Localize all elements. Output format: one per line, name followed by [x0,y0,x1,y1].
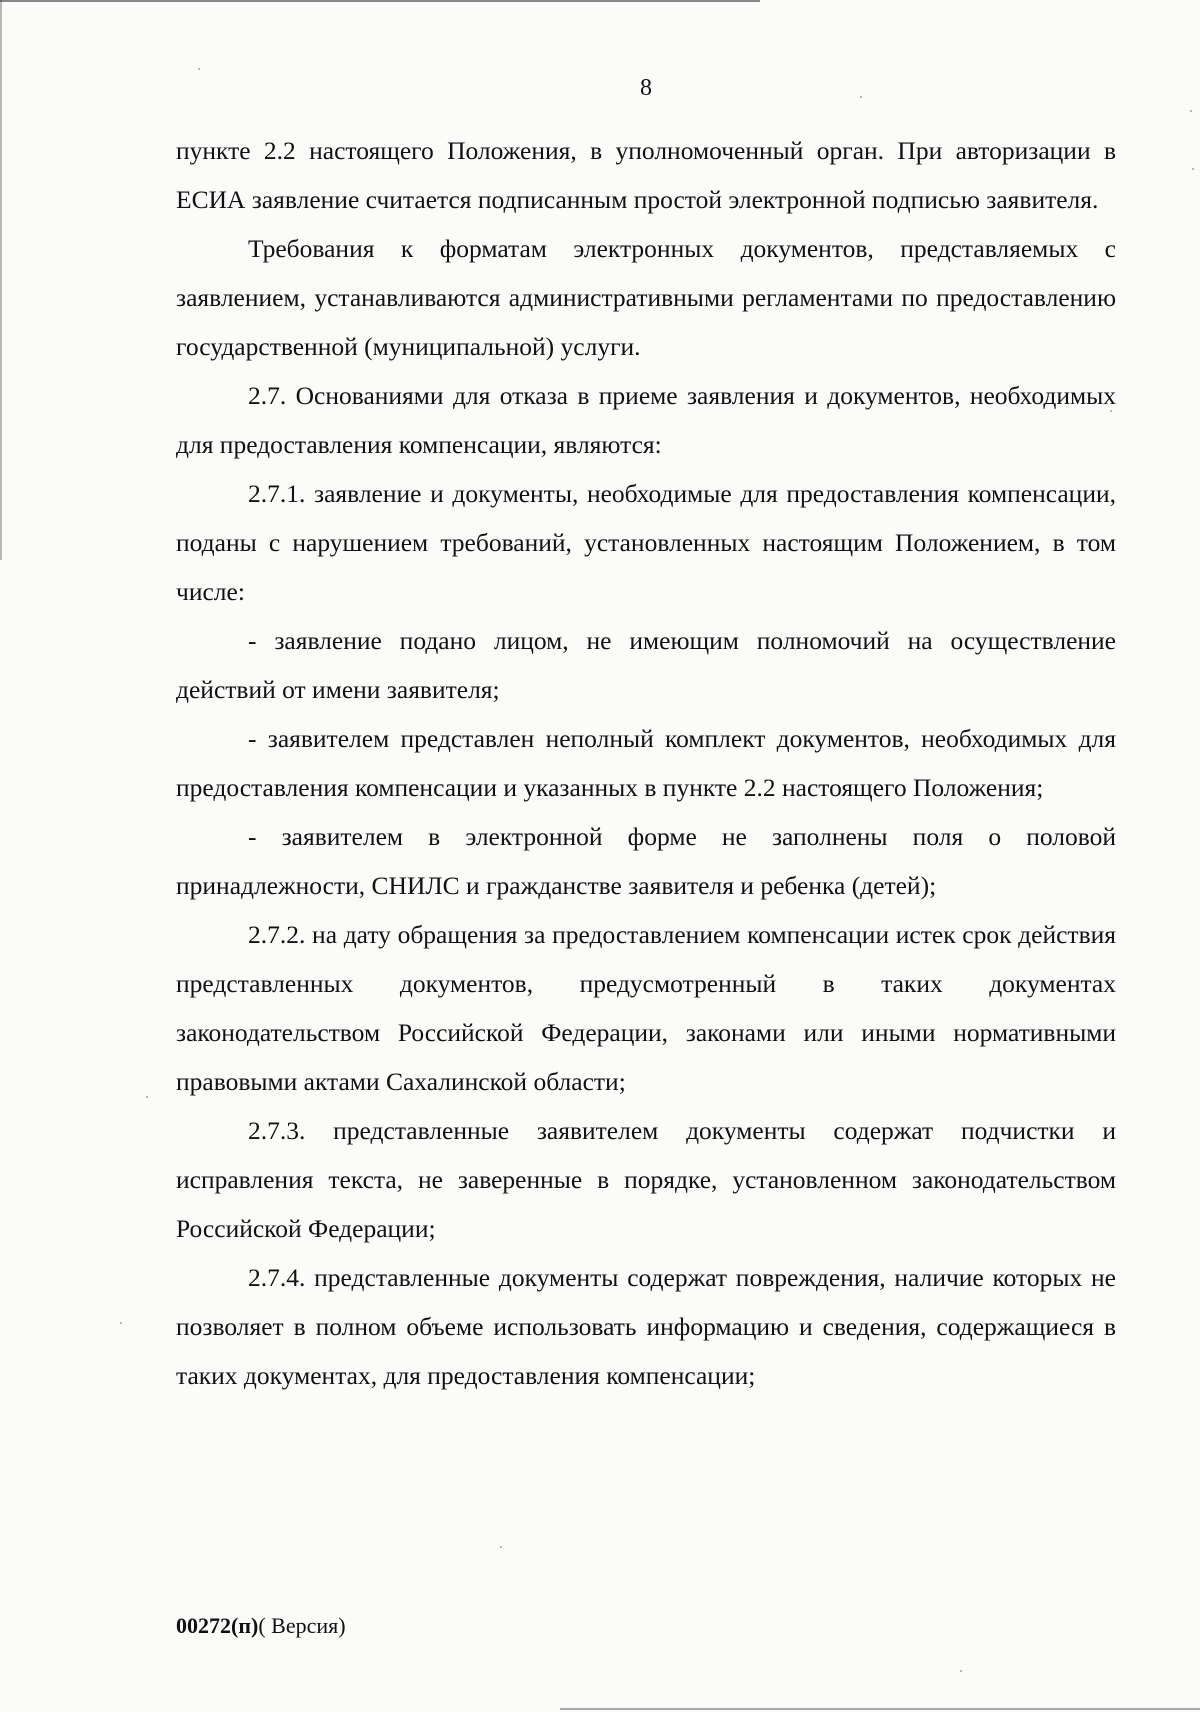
paragraph: пункте 2.2 настоящего Положения, в уполномоченный орган. При авторизации в ЕСИА заявление считается подписанным простой электронной подписью заявителя. [176,136,1116,214]
paragraph: Требования к форматам электронных документов, представляемых с заявлением, устанавливаются административными регламентами по предоставлению государственной (муниципальной) услуги. [176,234,1116,361]
paragraph: 2.7.4. представленные документы содержат повреждения, наличие которых не позволяет в полном объеме использовать информацию и сведения, содержащиеся в таких документах, для предоставления компенсации; [176,1263,1116,1390]
scan-speck [120,1322,122,1324]
paragraph: 2.7.1. заявление и документы, необходимые для предоставления компенсации, поданы с нарушением требований, установленных настоящим Положением, в том числе: [176,479,1116,606]
paragraph: - заявление подано лицом, не имеющим полномочий на осуществление действий от имени заявителя; [176,626,1116,704]
paragraph: 2.7. Основаниями для отказа в приеме заявления и документов, необходимых для предоставления компенсации, являются: [176,381,1116,459]
scan-speck [198,68,200,70]
page-number: 8 [640,75,652,101]
scan-speck [960,1670,962,1672]
scan-speck [1192,168,1194,170]
document-code: 00272(п) [176,1613,259,1638]
paragraph: - заявителем представлен неполный комплект документов, необходимых для предоставления компенсации и указанных в пункте 2.2 настоящего Положения; [176,724,1116,802]
document-footer [176,1613,346,1639]
scan-edge-bottom [560,1708,1200,1710]
body-text [176,126,1116,1400]
scan-edge-top [0,0,760,2]
scan-speck [500,1546,502,1548]
scan-speck [1190,110,1192,112]
paragraph: 2.7.2. на дату обращения за предоставлением компенсации истек срок действия представленных документов, предусмотренный в таких документах законодательством Российской Федерации, законами или иными нормативными правовыми актами Сахалинской области; [176,920,1116,1096]
paragraph: 2.7.3. представленные заявителем документы содержат подчистки и исправления текста, не заверенные в порядке, установленном законодательством Российской Федерации; [176,1116,1116,1243]
scan-speck [146,1096,148,1098]
document-version: ( Версия) [258,1613,346,1638]
paragraph: - заявителем в электронной форме не заполнены поля о половой принадлежности, СНИЛС и гражданстве заявителя и ребенка (детей); [176,822,1116,900]
